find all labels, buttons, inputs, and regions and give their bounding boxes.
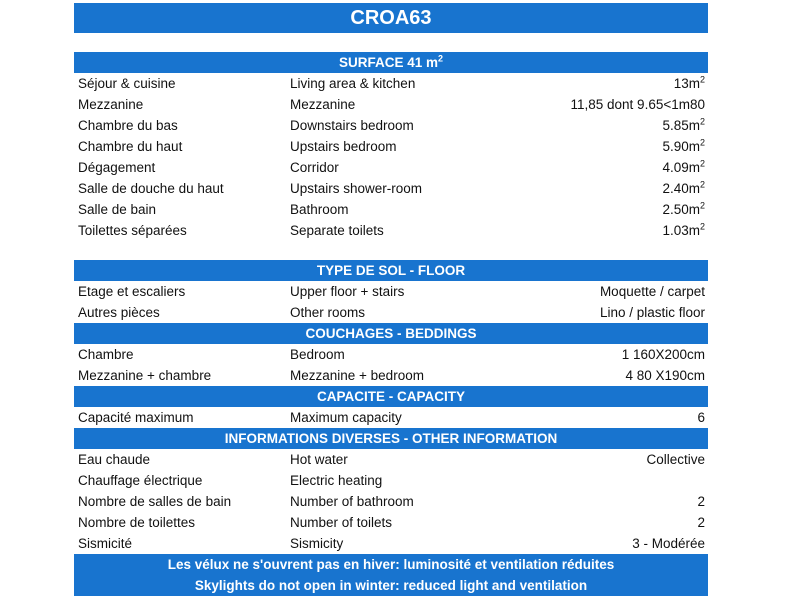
row-label-en-text: Electric heating [290, 473, 383, 488]
row-label-en-text: Sismicity [290, 536, 344, 551]
row-label-fr [74, 344, 286, 365]
unit-superscript: 2 [699, 179, 705, 190]
row-label-fr [74, 220, 286, 241]
row-label-en-text: Upstairs shower-room [290, 181, 423, 196]
row-label-en-text: Hot water [290, 452, 348, 467]
table-row [74, 136, 708, 157]
row-label-en [286, 302, 496, 323]
table-row [74, 115, 708, 136]
table-row [74, 281, 708, 302]
row-value [496, 199, 708, 220]
row-label-fr-text: Sismicité [78, 536, 133, 551]
row-label-en-text: Number of toilets [290, 515, 393, 530]
row-value [496, 115, 708, 136]
row-label-fr-text: Mezzanine [78, 97, 144, 112]
row-label-fr [74, 449, 286, 470]
row-label-fr [74, 281, 286, 302]
info-rows [74, 449, 708, 554]
row-value [496, 533, 708, 554]
row-value [496, 407, 708, 428]
row-label-fr-text: Etage et escaliers [78, 284, 186, 299]
row-label-fr-text: Nombre de salles de bain [78, 494, 232, 509]
row-value-text: 11,85 dont 9.65<1m80 [570, 97, 705, 112]
row-label-en-text: Maximum capacity [290, 410, 402, 425]
row-label-fr [74, 115, 286, 136]
table-row [74, 199, 708, 220]
row-value [496, 302, 708, 323]
row-value [496, 73, 708, 94]
row-label-fr-text: Dégagement [78, 160, 156, 175]
row-label-en-text: Separate toilets [290, 223, 384, 238]
row-value-text: 4.09m [662, 160, 700, 175]
row-label-fr-text: Eau chaude [78, 452, 151, 467]
row-label-en-text: Upstairs bedroom [290, 139, 397, 154]
row-value-text: 2 [697, 494, 705, 509]
row-label-en [286, 178, 496, 199]
row-label-fr [74, 407, 286, 428]
row-value-text: 1.03m [662, 223, 700, 238]
table-row [74, 344, 708, 365]
row-value-text: 13m [673, 76, 700, 91]
row-value [496, 344, 708, 365]
row-value-text: Lino / plastic floor [599, 305, 705, 320]
row-label-fr [74, 178, 286, 199]
row-label-fr-text: Autres pièces [78, 305, 160, 320]
row-value-text: 2.40m [662, 181, 700, 196]
row-label-fr-text: Capacité maximum [78, 410, 194, 425]
row-label-en [286, 491, 496, 512]
row-value-text: 5.90m [662, 139, 700, 154]
row-label-fr-text: Chambre du bas [78, 118, 178, 133]
row-label-fr [74, 199, 286, 220]
capacity-rows [74, 407, 708, 428]
beddings-rows [74, 344, 708, 386]
skylight-note [74, 554, 708, 596]
row-label-fr-text: Chauffage électrique [78, 473, 203, 488]
beddings-header: COUCHAGES - BEDDINGS [74, 323, 708, 344]
surface-header-sup: 2 [438, 53, 444, 64]
row-label-fr-text: Nombre de toilettes [78, 515, 196, 530]
surface-rows [74, 73, 708, 241]
row-label-fr [74, 94, 286, 115]
unit-superscript: 2 [699, 74, 705, 85]
row-label-en [286, 470, 496, 491]
row-label-fr-text: Chambre du haut [78, 139, 183, 154]
row-label-en [286, 73, 496, 94]
row-label-fr [74, 302, 286, 323]
row-label-fr-text: Salle de bain [78, 202, 157, 217]
row-label-en-text: Bedroom [290, 347, 345, 362]
table-row [74, 470, 708, 491]
row-label-en-text: Downstairs bedroom [290, 118, 414, 133]
row-value [496, 281, 708, 302]
property-sheet [74, 0, 708, 596]
row-label-fr [74, 73, 286, 94]
row-value [496, 470, 708, 491]
row-label-en [286, 199, 496, 220]
row-label-en-text: Upper floor + stairs [290, 284, 405, 299]
table-row [74, 533, 708, 554]
row-value [496, 449, 708, 470]
row-value-text: 2.50m [662, 202, 700, 217]
row-label-en [286, 449, 496, 470]
floor-section [74, 260, 708, 596]
row-value-text: 1 160X200cm [621, 347, 705, 362]
row-label-en [286, 94, 496, 115]
page-title: CROA63 [74, 3, 708, 33]
row-label-en [286, 136, 496, 157]
table-row [74, 157, 708, 178]
table-row [74, 512, 708, 533]
row-label-fr [74, 512, 286, 533]
row-value [496, 491, 708, 512]
floor-header: TYPE DE SOL - FLOOR [74, 260, 708, 281]
row-value [496, 136, 708, 157]
row-value [496, 220, 708, 241]
row-label-en-text: Number of bathroom [290, 494, 414, 509]
row-value [496, 365, 708, 386]
note-line-en: Skylights do not open in winter: reduced light and ventilation [194, 578, 588, 593]
row-value [496, 94, 708, 115]
row-label-fr-text: Mezzanine + chambre [78, 368, 212, 383]
surface-header-label: SURFACE 41 m [338, 55, 438, 70]
row-value [496, 157, 708, 178]
row-label-en [286, 220, 496, 241]
row-label-en [286, 344, 496, 365]
unit-superscript: 2 [699, 137, 705, 148]
table-row [74, 449, 708, 470]
table-row [74, 178, 708, 199]
row-label-fr-text: Salle de douche du haut [78, 181, 224, 196]
unit-superscript: 2 [699, 158, 705, 169]
table-row [74, 220, 708, 241]
row-label-en [286, 365, 496, 386]
table-row [74, 302, 708, 323]
row-label-fr [74, 533, 286, 554]
row-label-en [286, 512, 496, 533]
row-value-text: 5.85m [662, 118, 700, 133]
table-row [74, 73, 708, 94]
table-row [74, 94, 708, 115]
row-label-en-text: Mezzanine [290, 97, 356, 112]
row-value [496, 178, 708, 199]
row-label-en-text: Living area & kitchen [290, 76, 416, 91]
row-label-en [286, 281, 496, 302]
row-label-en-text: Bathroom [290, 202, 349, 217]
row-label-en [286, 115, 496, 136]
row-label-fr-text: Chambre [78, 347, 134, 362]
unit-superscript: 2 [699, 221, 705, 232]
capacity-header: CAPACITE - CAPACITY [74, 386, 708, 407]
row-label-fr [74, 491, 286, 512]
row-value-text: 4 80 X190cm [625, 368, 705, 383]
table-row [74, 407, 708, 428]
row-value [496, 512, 708, 533]
table-row [74, 365, 708, 386]
row-value-text: 3 - Modérée [632, 536, 705, 551]
row-label-en [286, 157, 496, 178]
floor-rows [74, 281, 708, 323]
row-label-en-text: Other rooms [290, 305, 366, 320]
row-label-fr-text: Séjour & cuisine [78, 76, 176, 91]
surface-section [74, 52, 708, 241]
row-label-fr [74, 157, 286, 178]
info-header: INFORMATIONS DIVERSES - OTHER INFORMATION [74, 428, 708, 449]
row-label-en-text: Mezzanine + bedroom [290, 368, 424, 383]
unit-superscript: 2 [699, 200, 705, 211]
row-value-text: Collective [646, 452, 705, 467]
row-label-fr-text: Toilettes séparées [78, 223, 187, 238]
row-value-text: 6 [697, 410, 705, 425]
note-line-fr: Les vélux ne s'ouvrent pas en hiver: luminosité et ventilation réduites [167, 557, 615, 572]
row-value-text: 2 [697, 515, 705, 530]
row-label-fr [74, 136, 286, 157]
table-row [74, 491, 708, 512]
row-label-en-text: Corridor [290, 160, 339, 175]
row-label-fr [74, 470, 286, 491]
row-label-en [286, 407, 496, 428]
surface-header [74, 52, 708, 73]
row-value-text: Moquette / carpet [599, 284, 705, 299]
row-label-en [286, 533, 496, 554]
unit-superscript: 2 [699, 116, 705, 127]
row-label-fr [74, 365, 286, 386]
